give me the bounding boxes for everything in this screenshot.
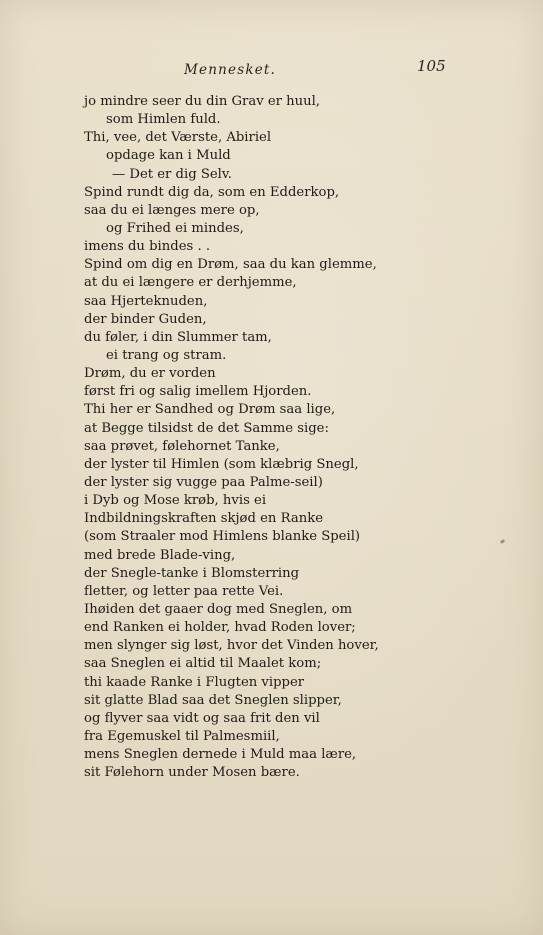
poem-line: saa Hjerteknuden, bbox=[84, 293, 208, 309]
poem-line: fra Egemuskel til Palmesmiil, bbox=[84, 728, 280, 744]
poem-line: sit glatte Blad saa det Sneglen slipper, bbox=[84, 692, 342, 708]
poem-line: Indbildningskraften skjød en Ranke bbox=[84, 511, 323, 527]
poem-line: (som Straaler mod Himlens blanke Speil) bbox=[84, 529, 361, 545]
poem-line: jo mindre seer du din Grav er huul, bbox=[84, 94, 321, 109]
running-title: Mennesket. bbox=[184, 62, 277, 78]
poem-line: men slynger sig løst, hvor det Vinden hover, bbox=[84, 638, 379, 654]
poem-line: end Ranken ei holder, hvad Roden lover; bbox=[84, 620, 356, 636]
poem-line: i Dyb og Mose krøb, hvis ei bbox=[84, 493, 267, 509]
poem-line: thi kaade Ranke i Flugten vipper bbox=[84, 674, 305, 690]
poem-line: og Frihed ei mindes, bbox=[106, 220, 244, 236]
poem-line: der Snegle-tanke i Blomsterring bbox=[84, 565, 300, 581]
poem-line: Drøm, du er vorden bbox=[84, 366, 216, 382]
poem-line: saa prøvet, følehornet Tanke, bbox=[84, 438, 280, 454]
poem-line: mens Sneglen dernede i Muld maa lære, bbox=[84, 747, 357, 763]
poem-line: med brede Blade-ving, bbox=[84, 547, 236, 563]
poem-line: Ihøiden det gaaer dog med Sneglen, om bbox=[84, 601, 353, 617]
poem-line: der lyster til Himlen (som klæbrig Snegl, bbox=[84, 456, 359, 472]
poem-line: — Det er dig Selv. bbox=[112, 166, 232, 182]
poem-line: at du ei længere er derhjemme, bbox=[84, 275, 297, 291]
poem-line: opdage kan i Muld bbox=[106, 148, 231, 164]
poem-line: der lyster sig vugge paa Palme-seil) bbox=[84, 474, 323, 490]
poem-line: først fri og salig imellem Hjorden. bbox=[84, 384, 312, 400]
poem-line: saa Sneglen ei altid til Maalet kom; bbox=[84, 656, 322, 672]
poem-line: at Begge tilsidst de det Samme sige: bbox=[84, 420, 329, 436]
poem-line: der binder Guden, bbox=[84, 311, 207, 327]
poem-line: og flyver saa vidt og saa frit den vil bbox=[84, 710, 320, 726]
poem-line: Thi, vee, det Værste, Abiriel bbox=[84, 130, 272, 146]
poem-line: Thi her er Sandhed og Drøm saa lige, bbox=[84, 402, 336, 418]
poem-line: saa du ei længes mere op, bbox=[84, 202, 260, 218]
poem-line: fletter, og letter paa rette Vei. bbox=[84, 583, 284, 599]
page-number: 105 bbox=[417, 57, 446, 75]
poem-line: ei trang og stram. bbox=[106, 347, 227, 363]
poem-line: sit Følehorn under Mosen bære. bbox=[84, 765, 300, 781]
poem-text bbox=[84, 93, 524, 782]
poem-line: Spind om dig en Drøm, saa du kan glemme, bbox=[84, 257, 377, 273]
poem-line: du føler, i din Slummer tam, bbox=[84, 329, 272, 345]
poem-line: som Himlen fuld. bbox=[106, 112, 221, 128]
poem-line: Spind rundt dig da, som en Edderkop, bbox=[84, 184, 340, 200]
poem-line: imens du bindes . . bbox=[84, 239, 211, 255]
